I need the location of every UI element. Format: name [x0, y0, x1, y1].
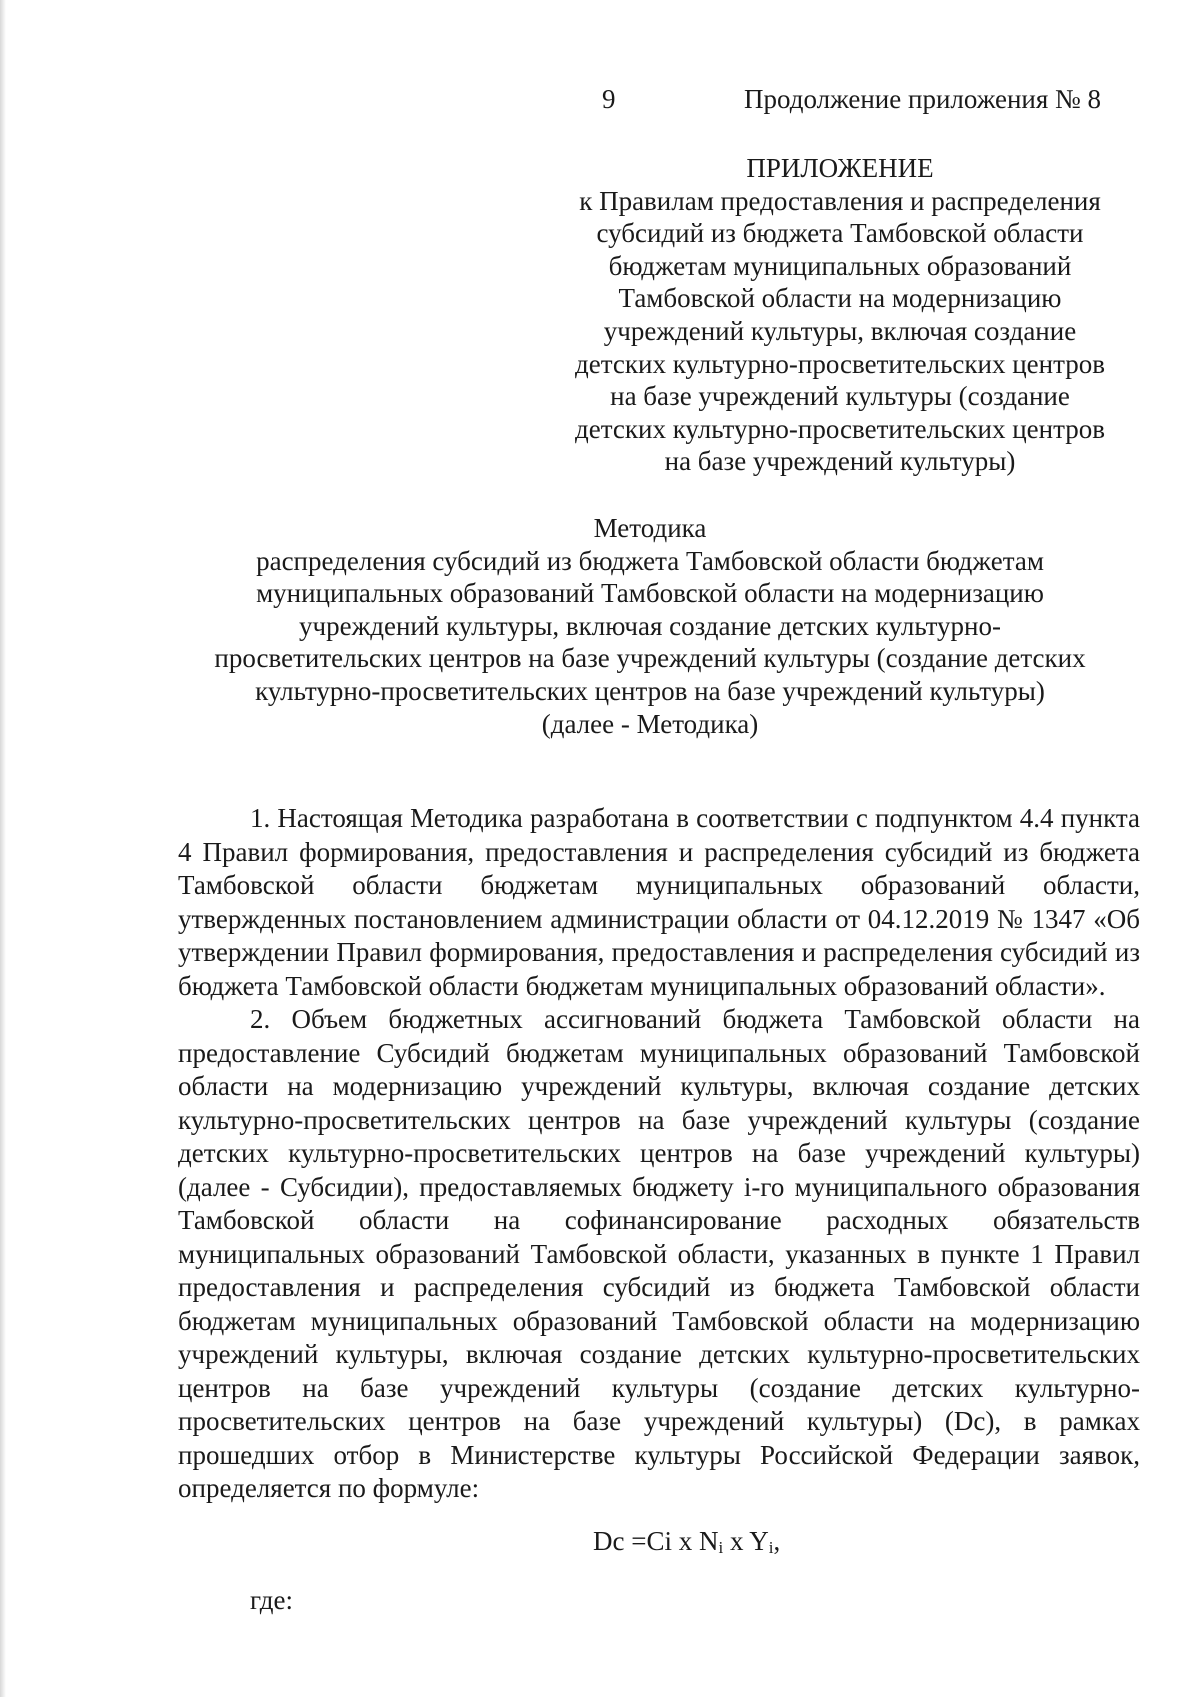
- appendix-title: ПРИЛОЖЕНИЕ: [746, 153, 934, 183]
- formula-lhs: Dc =Ci x N: [593, 1526, 719, 1556]
- methodology-line: распределения субсидий из бюджета Тамбовской области бюджетам: [256, 545, 1044, 576]
- formula-tail: ,: [773, 1526, 781, 1556]
- where-label: где:: [250, 1585, 293, 1615]
- page-header: [0, 84, 1200, 124]
- appendix-continuation-label: Продолжение приложения № 8: [744, 84, 1102, 114]
- appendix-line: Тамбовской области на модернизацию: [618, 283, 1062, 314]
- page-number: 9: [602, 84, 616, 114]
- paragraph-2: 2. Объем бюджетных ассигнований бюджета Тамбовской области на предоставление Субсидий бюджетам муниципальных образований Тамбовской области на модернизацию учреждений культуры, включая создание детских культурно-просветительских центров на базе учреждений культуры (создание детских культурно-просветительских центров на базе учреждений культуры) (далее - Субсидии), предоставляемых бюджету i-го муниципального образования Тамбовской области на софинансирование расходных обязательств муниципальных образований Тамбовской области, указанных в пункте 1 Правил предоставления и распределения субсидий из бюджета Тамбовской области бюджетам муниципальных образований Тамбовской области на модернизацию учреждений культуры, включая создание детских культурно-просветительских центров на базе учреждений культуры (создание детских культурно-просветительских центров на базе учреждений культуры) (Dc), в рамках прошедших отбор в Министерстве культуры Российской Федерации заявок, определяется по формуле:: [178, 1004, 1140, 1503]
- appendix-heading-block: [540, 152, 1140, 478]
- methodology-line: просветительских центров на базе учреждений культуры (создание детских: [214, 643, 1086, 674]
- appendix-line: учреждений культуры, включая создание: [603, 315, 1077, 346]
- formula-mid: x Y: [723, 1526, 769, 1556]
- appendix-line: бюджетам муниципальных образований: [608, 250, 1072, 281]
- methodology-line: культурно-просветительских центров на базе учреждений культуры): [255, 675, 1045, 706]
- methodology-title: Методика: [593, 513, 707, 543]
- appendix-line: на базе учреждений культуры): [664, 446, 1016, 477]
- formula: [593, 1526, 780, 1558]
- methodology-line: учреждений культуры, включая создание детских культурно-: [299, 610, 1001, 641]
- appendix-line: детских культурно-просветительских центров: [575, 413, 1105, 444]
- formula-subscript: i: [768, 1538, 774, 1557]
- methodology-line: муниципальных образований Тамбовской области на модернизацию: [256, 578, 1044, 609]
- appendix-line: субсидий из бюджета Тамбовской области: [596, 218, 1084, 249]
- formula-subscript: i: [718, 1538, 724, 1557]
- appendix-line: детских культурно-просветительских центров: [575, 348, 1105, 379]
- appendix-line: на базе учреждений культуры (создание: [610, 381, 1070, 412]
- methodology-line: (далее - Методика): [541, 708, 759, 739]
- appendix-line: к Правилам предоставления и распределения: [579, 185, 1101, 216]
- document-body: [178, 802, 1140, 1506]
- methodology-heading-block: [170, 512, 1130, 740]
- paragraph-1: 1. Настоящая Методика разработана в соответствии с подпунктом 4.4 пункта 4 Правил формирования, предоставления и распределения субсидий из бюджета Тамбовской области бюджетам муниципальных образований области, утвержденных постановлением администрации области от 04.12.2019 № 1347 «Об утверждении Правил формирования, предоставления и распределения субсидий из бюджета Тамбовской области бюджетам муниципальных образований области».: [178, 803, 1140, 1001]
- scan-edge: [0, 0, 6, 1697]
